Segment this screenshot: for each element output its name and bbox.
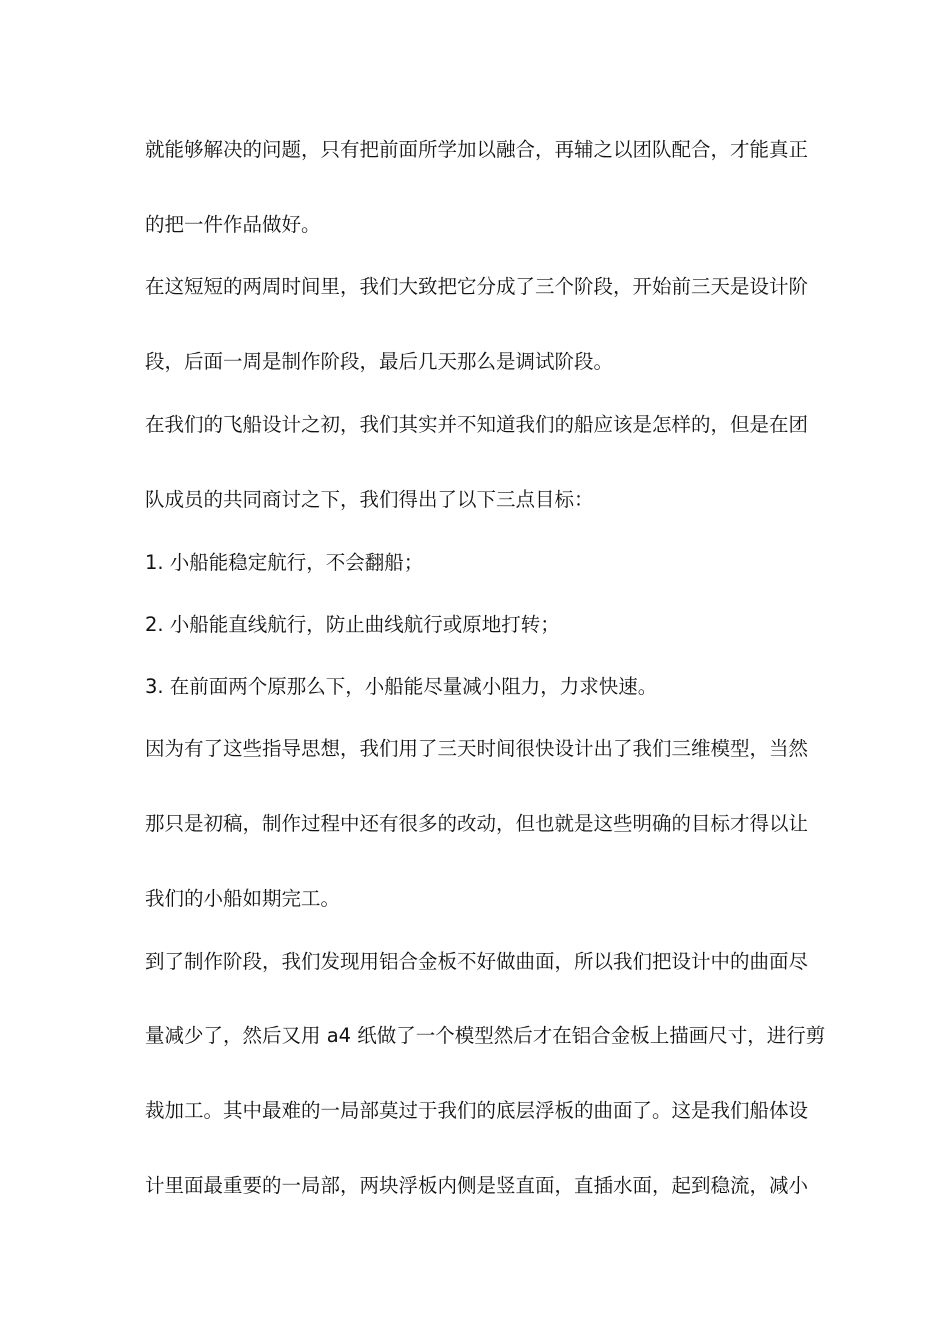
text-line-9: 我们的小船如期完工。 (145, 887, 341, 910)
text-line-5: 在我们的飞船设计之初，我们其实并不知道我们的船应该是怎样的，但是在团 (145, 413, 809, 436)
list-item-2: 2. 小船能直线航行，防止曲线航行或原地打转； (145, 613, 560, 636)
text-line-6: 队成员的共同商讨之下，我们得出了以下三点目标： (145, 488, 594, 511)
text-line-2: 的把一件作品做好。 (145, 213, 321, 236)
text-line-10: 到了制作阶段，我们发现用铝合金板不好做曲面，所以我们把设计中的曲面尽 (145, 950, 809, 973)
list-item-1: 1. 小船能稳定航行，不会翻船； (145, 551, 424, 574)
text-line-7: 因为有了这些指导思想，我们用了三天时间很快设计出了我们三维模型，当然 (145, 737, 809, 760)
list-item-3: 3. 在前面两个原那么下，小船能尽量减小阻力，力求快速。 (145, 675, 658, 698)
text-line-8: 那只是初稿，制作过程中还有很多的改动，但也就是这些明确的目标才得以让 (145, 812, 809, 835)
text-line-3: 在这短短的两周时间里，我们大致把它分成了三个阶段，开始前三天是设计阶 (145, 275, 809, 298)
text-line-4: 段，后面一周是制作阶段，最后几天那么是调试阶段。 (145, 350, 614, 373)
text-line-11: 量减少了，然后又用 a4 纸做了一个模型然后才在铝合金板上描画尺寸，进行剪 (145, 1024, 826, 1047)
text-line-13: 计里面最重要的一局部，两块浮板内侧是竖直面，直插水面，起到稳流，减小 (145, 1174, 809, 1197)
text-line-1: 就能够解决的问题，只有把前面所学加以融合，再辅之以团队配合，才能真正 (145, 138, 809, 161)
text-line-12: 裁加工。其中最难的一局部莫过于我们的底层浮板的曲面了。这是我们船体设 (145, 1099, 809, 1122)
